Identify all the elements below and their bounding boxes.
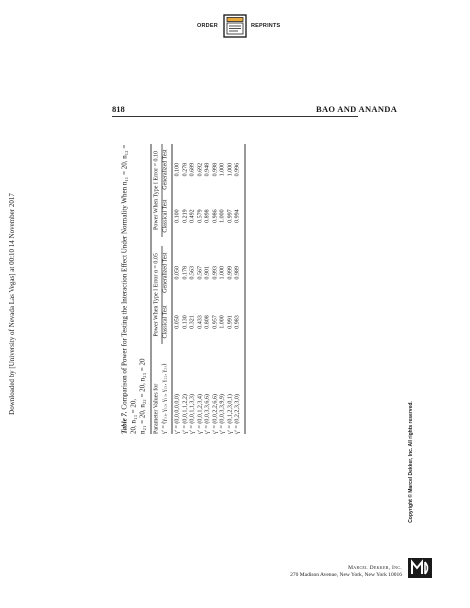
order-label[interactable]: ORDER (197, 23, 218, 29)
classical-010-cell: 0.219 (182, 209, 188, 223)
group-header-alpha-005: Power When Type I Error α = 0.05 (152, 246, 162, 344)
generalized-005-cell: 0.901 (204, 266, 211, 280)
generalized-010-cell: 0.948 (204, 162, 211, 177)
classical-005-cell: 1.000 (219, 315, 226, 329)
classical-005-cell: 0.321 (189, 315, 196, 329)
classical-005-cell: 0.130 (182, 315, 188, 329)
copyright-notice: Copyright © Marcel Dekker, Inc. All rights reserved. (408, 401, 414, 523)
col-classical-005: Classical Test (162, 300, 173, 344)
generalized-010-cell: 1.000 (219, 162, 226, 177)
spacer-cell (227, 237, 235, 246)
table-7 (121, 144, 286, 434)
table-caption (121, 144, 148, 434)
table-caption-line2: n₂₁ = 20, n₂₂ = 20, n₂₃ = 20 (138, 358, 147, 434)
param-cell: γ′ = (0,1,2,3,0,1) (227, 394, 233, 434)
generalized-010-cell: 0.278 (182, 162, 188, 177)
spacer-cell (197, 237, 205, 246)
table-row (235, 144, 245, 434)
table-label: Table 7. (120, 411, 129, 434)
reprints-label[interactable]: REPRINTS (251, 23, 281, 29)
param-header-line2: γ′ = (γ₁₁, γ₁₂, γ₁₃, γ₂₁, γ₂₂, γ₂₃) (162, 344, 173, 434)
spacer-cell (212, 237, 220, 246)
group-spacer (152, 237, 162, 246)
param-cell: γ′ = (0,0,3,3,6,6) (204, 394, 211, 434)
table-group-header-row (152, 144, 162, 434)
header-rule (112, 116, 358, 117)
generalized-005-cell: 0.178 (182, 266, 188, 280)
order-reprints-banner[interactable] (0, 14, 470, 40)
generalized-010-cell: 0.692 (197, 162, 203, 177)
generalized-005-cell: 0.563 (189, 266, 196, 280)
generalized-010-cell: 1.000 (227, 162, 233, 177)
publisher-imprint (290, 565, 402, 579)
table-caption-line1: Comparison of Power for Testing the Interaction Effect Under Normality When n₁₁ = 20, n₁₂ = 20, n₁₃ = 20, (120, 144, 138, 434)
classical-005-cell: 0.050 (174, 315, 181, 329)
param-cell: γ′ = (0,0,1,1,2,2) (182, 394, 188, 434)
running-head: BAO AND ANANDA (316, 104, 398, 114)
generalized-010-cell: 0.689 (189, 162, 196, 177)
param-cell: γ′ = (0,0,3,3,9,9) (219, 394, 226, 434)
classical-010-cell: 0.492 (189, 209, 196, 223)
classical-010-cell: 0.986 (212, 209, 218, 223)
generalized-010-cell: 0.100 (174, 162, 181, 177)
group-header-alpha-010: Power When Type I Error = 0.10 (152, 144, 162, 237)
classical-010-cell: 0.579 (197, 209, 203, 223)
publisher-address: 270 Madison Avenue, New York, New York 10016 (290, 572, 402, 578)
classical-005-cell: 0.991 (227, 315, 233, 329)
col-generalized-005: Generalized Test (162, 246, 173, 300)
reprint-order-icon[interactable] (223, 14, 247, 38)
classical-005-cell: 0.983 (235, 300, 245, 344)
table-row (205, 144, 213, 434)
marcel-dekker-logo (406, 556, 434, 580)
table-row (220, 144, 228, 434)
spacer-cell (172, 237, 182, 246)
table-sub-header-row (162, 144, 173, 434)
spacer-cell (205, 237, 213, 246)
classical-010-cell: 0.994 (235, 195, 245, 237)
table-row (190, 144, 198, 434)
generalized-005-cell: 1.000 (219, 266, 226, 280)
classical-010-cell: 1.000 (219, 209, 226, 223)
param-cell: γ′ = (0,0,1,1,3,3) (189, 394, 196, 434)
classical-005-cell: 0.433 (197, 315, 203, 329)
classical-010-cell: 0.898 (204, 209, 211, 223)
table-row (212, 144, 220, 434)
power-comparison-table (152, 144, 246, 434)
generalized-005-cell: 0.989 (235, 246, 245, 300)
page-number: 818 (112, 104, 125, 114)
spacer-cell (182, 237, 190, 246)
param-cell: γ′ = (0,2,2,3,3,0) (235, 344, 245, 434)
classical-010-cell: 0.997 (227, 209, 233, 223)
generalized-005-cell: 0.567 (197, 266, 203, 280)
generalized-005-cell: 0.050 (174, 266, 181, 280)
spacer-cell (235, 237, 245, 246)
param-cell: γ′ = (0,0,1,2,3,4) (197, 394, 203, 434)
spacer-cell (220, 237, 228, 246)
table-row (227, 144, 235, 434)
generalized-010-cell: 0.998 (212, 162, 218, 177)
spacer-cell (190, 237, 198, 246)
param-cell: γ′ = (0,0,0,0,0,0) (174, 394, 181, 434)
generalized-005-cell: 0.993 (212, 266, 218, 280)
classical-010-cell: 0.100 (174, 209, 181, 223)
generalized-005-cell: 0.999 (227, 266, 233, 280)
table-row (172, 144, 182, 434)
col-generalized-010: Generalized Test (162, 144, 173, 195)
subhead-spacer (162, 237, 173, 246)
classical-005-cell: 0.957 (212, 315, 218, 329)
param-cell: γ′ = (0,0,2,2,6,6) (212, 394, 218, 434)
table-row (197, 144, 205, 434)
table-row (182, 144, 190, 434)
classical-005-cell: 0.808 (204, 315, 211, 329)
generalized-010-cell: 0.996 (235, 144, 245, 195)
table-body (172, 144, 245, 434)
param-header-line1: Parameter Values for (153, 383, 160, 434)
publisher-name: Marcel Dekker, Inc. (348, 565, 402, 571)
col-classical-010: Classical Test (162, 195, 173, 237)
download-watermark: Downloaded by [University of Nevada Las Vegas] at 00:10 14 November 2017 (8, 193, 16, 415)
